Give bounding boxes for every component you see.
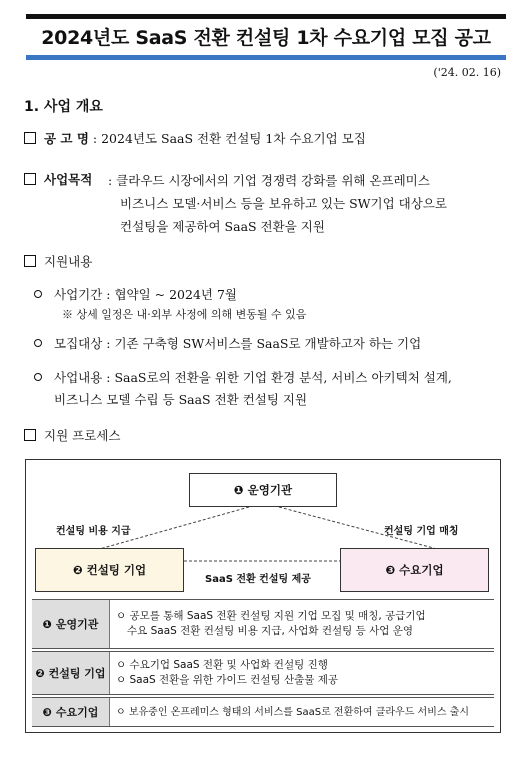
title-rule-bottom xyxy=(26,55,506,60)
announcement-date: ('24. 02. 16) xyxy=(433,66,501,79)
role-name: ❶ 운영기관 xyxy=(32,600,110,648)
support-item-content-line2: 비즈니스 모델 수립 등 SaaS 전환 컨설팅 지원 xyxy=(54,392,308,407)
support-item-target: 모집대상 : 기존 구축형 SW서비스를 SaaS로 개발하고자 하는 기업 xyxy=(34,333,421,354)
role-name: ❷ 컨설팅 기업 xyxy=(32,652,110,694)
process-heading-item xyxy=(24,425,120,447)
announcement-value: : 2024년도 SaaS 전환 컨설팅 1차 수요기업 모집 xyxy=(92,131,366,146)
title-rule-top xyxy=(26,14,506,19)
role-row-demand xyxy=(32,697,494,727)
role-row-operator xyxy=(32,599,494,649)
circle-bullet-icon xyxy=(34,339,42,347)
support-item-period: 사업기간 : 협약일 ~ 2024년 7월 xyxy=(34,284,237,305)
purpose-label: 사업목적 xyxy=(44,172,93,187)
checkbox-square-icon xyxy=(24,173,36,185)
role-description: ㅇ 보유중인 온프레미스 형태의 서비스를 SaaS로 전환하여 클라우드 서비스 출시 xyxy=(116,706,470,718)
purpose-item xyxy=(24,169,92,191)
process-diagram xyxy=(25,459,501,733)
role-name: ❸ 수요기업 xyxy=(32,698,110,726)
announcement-item xyxy=(24,128,366,150)
support-item-period-note: ※ 상세 일정은 내·외부 사정에 의해 변동될 수 있음 xyxy=(62,308,307,321)
edge-label-fee: 컨설팅 비용 지급 xyxy=(56,526,131,537)
page-title: 2024년도 SaaS 전환 컨설팅 1차 수요기업 모집 공고 xyxy=(41,27,491,49)
checkbox-square-icon xyxy=(24,132,36,144)
support-heading-item xyxy=(24,251,92,273)
role-row-consulting xyxy=(32,651,494,695)
process-heading: 지원 프로세스 xyxy=(44,428,121,443)
circle-bullet-icon xyxy=(34,373,42,381)
support-heading: 지원내용 xyxy=(44,254,93,269)
title-banner xyxy=(26,14,506,60)
node-demand-company: ❸ 수요기업 xyxy=(340,548,489,592)
role-description: ㅇ 공모를 통해 SaaS 전환 컨설팅 지원 기업 모집 및 매칭, 공급기업 수요 SaaS 전환 컨설팅 비용 지급, 사업화 컨설팅 등 사업 운영 xyxy=(116,610,426,637)
edge-label-matching: 컨설팅 기업 매칭 xyxy=(384,526,459,537)
announcement-label: 공 고 명 xyxy=(44,131,89,146)
purpose-line-3: 컨설팅을 제공하여 SaaS 전환을 지원 xyxy=(120,219,325,234)
role-description: ㅇ 수요기업 SaaS 전환 및 사업화 컨설팅 진행 ㅇ SaaS 전환을 위한 가이드 컨설팅 산출물 제공 xyxy=(116,659,338,686)
node-operator: ❶ 운영기관 xyxy=(189,473,337,507)
support-item-content: 사업내용 : SaaS로의 전환을 위한 기업 환경 분석, 서비스 아키텍처 설계, xyxy=(34,367,452,388)
checkbox-square-icon xyxy=(24,429,36,441)
edge-label-consulting: SaaS 전환 컨설팅 제공 xyxy=(205,574,311,585)
purpose-line-1: : 클라우드 시장에서의 기업 경쟁력 강화를 위해 온프레미스 xyxy=(108,173,430,188)
purpose-line-2: 비즈니스 모델·서비스 등을 보유하고 있는 SW기업 대상으로 xyxy=(120,196,447,211)
checkbox-square-icon xyxy=(24,255,36,267)
circle-bullet-icon xyxy=(34,290,42,298)
node-consulting-company: ❷ 컨설팅 기업 xyxy=(35,548,184,592)
section-heading: 1. 사업 개요 xyxy=(24,99,103,115)
